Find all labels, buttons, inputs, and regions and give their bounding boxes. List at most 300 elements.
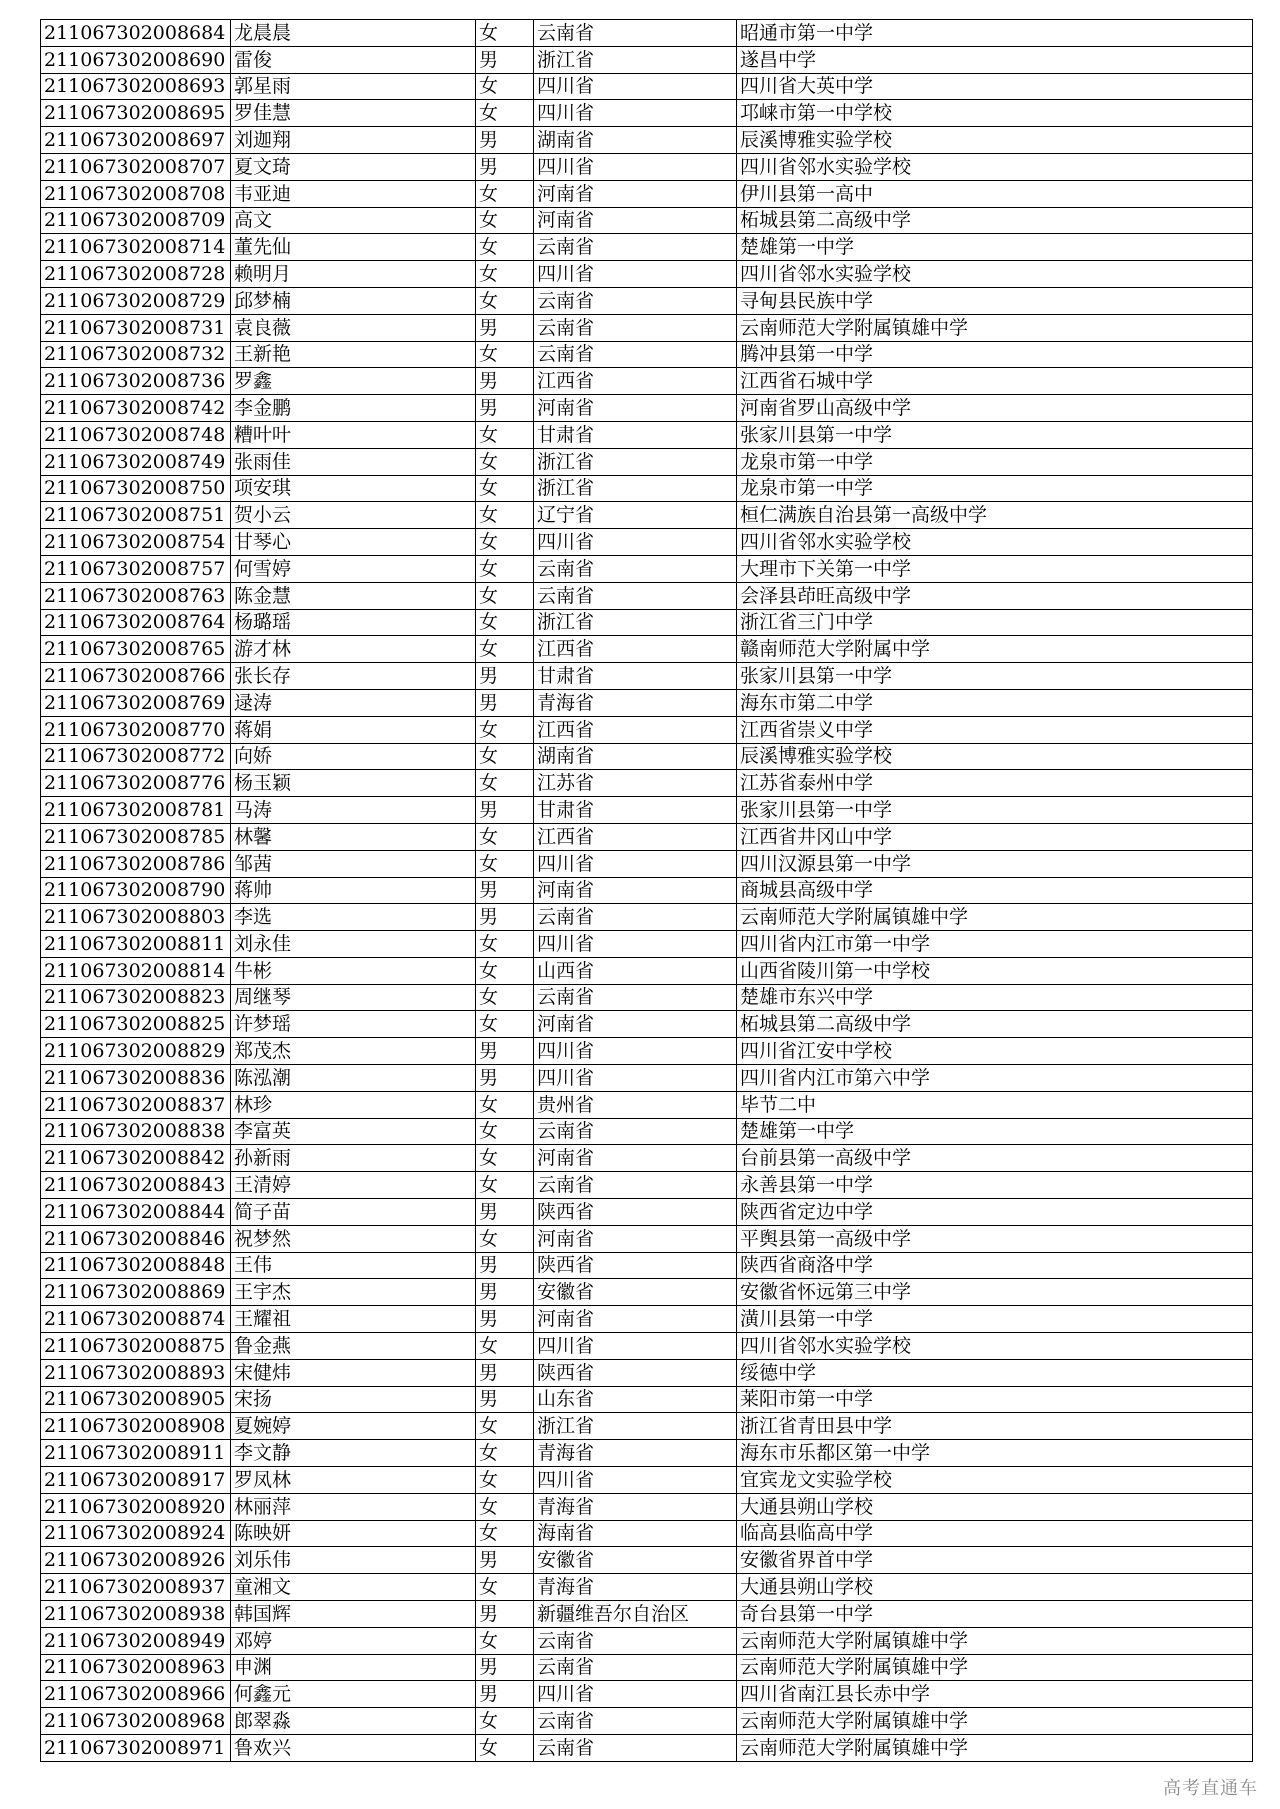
school-cell: 四川省内江市第一中学: [737, 931, 1253, 958]
student-name-cell: 逯涛: [231, 689, 476, 716]
school-cell: 四川省大英中学: [737, 73, 1253, 100]
gender-cell: 男: [476, 877, 534, 904]
student-name-cell: 刘乐伟: [231, 1547, 476, 1574]
province-cell: 浙江省: [534, 448, 737, 475]
student-name-cell: 孙新雨: [231, 1145, 476, 1172]
province-cell: 河南省: [534, 1011, 737, 1038]
province-cell: 甘肃省: [534, 797, 737, 824]
school-cell: 云南师范大学附属镇雄中学: [737, 1708, 1253, 1735]
school-cell: 楚雄市东兴中学: [737, 984, 1253, 1011]
gender-cell: 女: [476, 207, 534, 234]
student-name-cell: 简子苗: [231, 1199, 476, 1226]
province-cell: 江苏省: [534, 770, 737, 797]
province-cell: 甘肃省: [534, 421, 737, 448]
province-cell: 四川省: [534, 1681, 737, 1708]
gender-cell: 女: [476, 1440, 534, 1467]
school-cell: 张家川县第一中学: [737, 663, 1253, 690]
candidate-id-cell: 211067302008772: [41, 743, 231, 770]
candidate-id-cell: 211067302008754: [41, 529, 231, 556]
table-row: [41, 127, 1253, 154]
table-row: [41, 555, 1253, 582]
province-cell: 云南省: [534, 234, 737, 261]
school-cell: 浙江省三门中学: [737, 609, 1253, 636]
student-name-cell: 糟叶叶: [231, 421, 476, 448]
gender-cell: 女: [476, 1091, 534, 1118]
table-row: [41, 1118, 1253, 1145]
table-row: [41, 1547, 1253, 1574]
province-cell: 云南省: [534, 1735, 737, 1762]
student-name-cell: 林珍: [231, 1091, 476, 1118]
province-cell: 四川省: [534, 1467, 737, 1494]
candidate-id-cell: 211067302008709: [41, 207, 231, 234]
gender-cell: 男: [476, 368, 534, 395]
candidate-id-cell: 211067302008924: [41, 1520, 231, 1547]
gender-cell: 女: [476, 502, 534, 529]
province-cell: 云南省: [534, 984, 737, 1011]
province-cell: 陕西省: [534, 1199, 737, 1226]
table-row: [41, 931, 1253, 958]
gender-cell: 女: [476, 957, 534, 984]
student-name-cell: 鲁欢兴: [231, 1735, 476, 1762]
student-name-cell: 王宇杰: [231, 1279, 476, 1306]
student-name-cell: 李文静: [231, 1440, 476, 1467]
student-name-cell: 何雪婷: [231, 555, 476, 582]
table-row: [41, 850, 1253, 877]
school-cell: 张家川县第一中学: [737, 797, 1253, 824]
school-cell: 毕节二中: [737, 1091, 1253, 1118]
school-cell: 大理市下关第一中学: [737, 555, 1253, 582]
student-name-cell: 向娇: [231, 743, 476, 770]
school-cell: 昭通市第一中学: [737, 20, 1253, 47]
province-cell: 云南省: [534, 904, 737, 931]
table-row: [41, 877, 1253, 904]
province-cell: 浙江省: [534, 475, 737, 502]
candidate-id-cell: 211067302008766: [41, 663, 231, 690]
school-cell: 龙泉市第一中学: [737, 475, 1253, 502]
province-cell: 河南省: [534, 1306, 737, 1333]
candidate-id-cell: 211067302008920: [41, 1493, 231, 1520]
candidate-id-cell: 211067302008736: [41, 368, 231, 395]
gender-cell: 女: [476, 1574, 534, 1601]
student-name-cell: 马涛: [231, 797, 476, 824]
gender-cell: 女: [476, 1413, 534, 1440]
candidate-id-cell: 211067302008763: [41, 582, 231, 609]
table-row: [41, 475, 1253, 502]
student-name-cell: 邱梦楠: [231, 287, 476, 314]
table-row: [41, 421, 1253, 448]
candidate-id-cell: 211067302008750: [41, 475, 231, 502]
table-row: [41, 1735, 1253, 1762]
gender-cell: 女: [476, 1172, 534, 1199]
student-name-cell: 宋扬: [231, 1386, 476, 1413]
table-row: [41, 1601, 1253, 1628]
table-row: [41, 368, 1253, 395]
student-name-cell: 罗佳慧: [231, 100, 476, 127]
student-name-cell: 龙晨晨: [231, 20, 476, 47]
province-cell: 云南省: [534, 1118, 737, 1145]
student-name-cell: 王耀祖: [231, 1306, 476, 1333]
province-cell: 四川省: [534, 529, 737, 556]
gender-cell: 女: [476, 1493, 534, 1520]
school-cell: 安徽省界首中学: [737, 1547, 1253, 1574]
table-row: [41, 743, 1253, 770]
gender-cell: 女: [476, 421, 534, 448]
school-cell: 四川省邻水实验学校: [737, 1333, 1253, 1360]
gender-cell: 男: [476, 797, 534, 824]
table-row: [41, 1011, 1253, 1038]
province-cell: 辽宁省: [534, 502, 737, 529]
student-name-cell: 蒋帅: [231, 877, 476, 904]
school-cell: 云南师范大学附属镇雄中学: [737, 1735, 1253, 1762]
province-cell: 云南省: [534, 287, 737, 314]
candidate-id-cell: 211067302008837: [41, 1091, 231, 1118]
candidate-id-cell: 211067302008893: [41, 1359, 231, 1386]
table-row: [41, 823, 1253, 850]
school-cell: 江西省石城中学: [737, 368, 1253, 395]
table-row: [41, 1520, 1253, 1547]
table-row: [41, 46, 1253, 73]
gender-cell: 女: [476, 261, 534, 288]
gender-cell: 女: [476, 448, 534, 475]
table-row: [41, 1306, 1253, 1333]
candidate-id-cell: 211067302008971: [41, 1735, 231, 1762]
table-row: [41, 1091, 1253, 1118]
table-row: [41, 1225, 1253, 1252]
province-cell: 湖南省: [534, 127, 737, 154]
province-cell: 海南省: [534, 1520, 737, 1547]
candidate-id-cell: 211067302008751: [41, 502, 231, 529]
province-cell: 青海省: [534, 1440, 737, 1467]
table-row: [41, 1172, 1253, 1199]
candidate-id-cell: 211067302008843: [41, 1172, 231, 1199]
gender-cell: 女: [476, 1011, 534, 1038]
student-name-cell: 雷俊: [231, 46, 476, 73]
table-row: [41, 529, 1253, 556]
candidate-id-cell: 211067302008814: [41, 957, 231, 984]
school-cell: 海东市第二中学: [737, 689, 1253, 716]
table-row: [41, 957, 1253, 984]
school-cell: 柘城县第二高级中学: [737, 1011, 1253, 1038]
admission-list-body: [41, 20, 1253, 1762]
candidate-id-cell: 211067302008764: [41, 609, 231, 636]
school-cell: 大通县朔山学校: [737, 1493, 1253, 1520]
candidate-id-cell: 211067302008937: [41, 1574, 231, 1601]
candidate-id-cell: 211067302008732: [41, 341, 231, 368]
table-row: [41, 1440, 1253, 1467]
province-cell: 河南省: [534, 1225, 737, 1252]
student-name-cell: 童湘文: [231, 1574, 476, 1601]
gender-cell: 女: [476, 234, 534, 261]
school-cell: 云南师范大学附属镇雄中学: [737, 314, 1253, 341]
student-name-cell: 郑茂杰: [231, 1038, 476, 1065]
school-cell: 四川省江安中学校: [737, 1038, 1253, 1065]
gender-cell: 女: [476, 582, 534, 609]
candidate-id-cell: 211067302008908: [41, 1413, 231, 1440]
table-row: [41, 314, 1253, 341]
table-row: [41, 1333, 1253, 1360]
candidate-id-cell: 211067302008874: [41, 1306, 231, 1333]
candidate-id-cell: 211067302008786: [41, 850, 231, 877]
school-cell: 河南省罗山高级中学: [737, 395, 1253, 422]
candidate-id-cell: 211067302008742: [41, 395, 231, 422]
student-name-cell: 李富英: [231, 1118, 476, 1145]
gender-cell: 女: [476, 716, 534, 743]
province-cell: 陕西省: [534, 1252, 737, 1279]
province-cell: 四川省: [534, 261, 737, 288]
gender-cell: 女: [476, 180, 534, 207]
student-name-cell: 高文: [231, 207, 476, 234]
province-cell: 云南省: [534, 582, 737, 609]
gender-cell: 女: [476, 73, 534, 100]
school-cell: 四川省邻水实验学校: [737, 261, 1253, 288]
province-cell: 云南省: [534, 20, 737, 47]
student-name-cell: 夏婉婷: [231, 1413, 476, 1440]
student-name-cell: 申渊: [231, 1654, 476, 1681]
candidate-id-cell: 211067302008949: [41, 1627, 231, 1654]
gender-cell: 女: [476, 636, 534, 663]
student-name-cell: 许梦瑶: [231, 1011, 476, 1038]
school-cell: 临高县临高中学: [737, 1520, 1253, 1547]
student-name-cell: 林馨: [231, 823, 476, 850]
candidate-id-cell: 211067302008697: [41, 127, 231, 154]
province-cell: 青海省: [534, 1574, 737, 1601]
table-row: [41, 395, 1253, 422]
student-name-cell: 李选: [231, 904, 476, 931]
table-row: [41, 341, 1253, 368]
school-cell: 伊川县第一高中: [737, 180, 1253, 207]
student-name-cell: 刘永佳: [231, 931, 476, 958]
gender-cell: 男: [476, 1654, 534, 1681]
student-name-cell: 夏文琦: [231, 153, 476, 180]
table-row: [41, 1654, 1253, 1681]
gender-cell: 女: [476, 823, 534, 850]
student-name-cell: 罗凤林: [231, 1467, 476, 1494]
candidate-id-cell: 211067302008842: [41, 1145, 231, 1172]
school-cell: 潢川县第一中学: [737, 1306, 1253, 1333]
candidate-id-cell: 211067302008926: [41, 1547, 231, 1574]
school-cell: 陕西省商洛中学: [737, 1252, 1253, 1279]
province-cell: 河南省: [534, 180, 737, 207]
student-name-cell: 韩国辉: [231, 1601, 476, 1628]
gender-cell: 男: [476, 1681, 534, 1708]
table-row: [41, 448, 1253, 475]
school-cell: 云南师范大学附属镇雄中学: [737, 1654, 1253, 1681]
school-cell: 奇台县第一中学: [737, 1601, 1253, 1628]
table-row: [41, 1574, 1253, 1601]
province-cell: 云南省: [534, 1627, 737, 1654]
gender-cell: 男: [476, 1386, 534, 1413]
student-name-cell: 周继琴: [231, 984, 476, 1011]
province-cell: 陕西省: [534, 1359, 737, 1386]
gender-cell: 女: [476, 931, 534, 958]
candidate-id-cell: 211067302008848: [41, 1252, 231, 1279]
school-cell: 龙泉市第一中学: [737, 448, 1253, 475]
student-name-cell: 项安琪: [231, 475, 476, 502]
gender-cell: 男: [476, 1306, 534, 1333]
province-cell: 安徽省: [534, 1279, 737, 1306]
table-row: [41, 1145, 1253, 1172]
candidate-id-cell: 211067302008707: [41, 153, 231, 180]
table-row: [41, 20, 1253, 47]
student-name-cell: 邹茜: [231, 850, 476, 877]
school-cell: 柘城县第二高级中学: [737, 207, 1253, 234]
candidate-id-cell: 211067302008829: [41, 1038, 231, 1065]
table-row: [41, 1279, 1253, 1306]
gender-cell: 女: [476, 984, 534, 1011]
province-cell: 江西省: [534, 716, 737, 743]
candidate-id-cell: 211067302008963: [41, 1654, 231, 1681]
gender-cell: 男: [476, 314, 534, 341]
province-cell: 青海省: [534, 689, 737, 716]
table-row: [41, 1681, 1253, 1708]
gender-cell: 男: [476, 663, 534, 690]
student-name-cell: 张雨佳: [231, 448, 476, 475]
province-cell: 甘肃省: [534, 663, 737, 690]
province-cell: 云南省: [534, 1708, 737, 1735]
school-cell: 台前县第一高级中学: [737, 1145, 1253, 1172]
school-cell: 江西省井冈山中学: [737, 823, 1253, 850]
candidate-id-cell: 211067302008765: [41, 636, 231, 663]
table-row: [41, 904, 1253, 931]
province-cell: 四川省: [534, 1065, 737, 1092]
province-cell: 四川省: [534, 73, 737, 100]
table-row: [41, 234, 1253, 261]
province-cell: 江西省: [534, 368, 737, 395]
school-cell: 辰溪博雅实验学校: [737, 743, 1253, 770]
school-cell: 宜宾龙文实验学校: [737, 1467, 1253, 1494]
province-cell: 江西省: [534, 636, 737, 663]
table-row: [41, 153, 1253, 180]
school-cell: 云南师范大学附属镇雄中学: [737, 904, 1253, 931]
province-cell: 云南省: [534, 341, 737, 368]
candidate-id-cell: 211067302008966: [41, 1681, 231, 1708]
student-name-cell: 张长存: [231, 663, 476, 690]
candidate-id-cell: 211067302008757: [41, 555, 231, 582]
student-name-cell: 王伟: [231, 1252, 476, 1279]
gender-cell: 女: [476, 609, 534, 636]
table-row: [41, 1199, 1253, 1226]
watermark-text: 高考直通车: [1163, 1778, 1258, 1799]
table-row: [41, 797, 1253, 824]
school-cell: 遂昌中学: [737, 46, 1253, 73]
candidate-id-cell: 211067302008838: [41, 1118, 231, 1145]
province-cell: 四川省: [534, 1333, 737, 1360]
student-name-cell: 陈金慧: [231, 582, 476, 609]
gender-cell: 女: [476, 475, 534, 502]
candidate-id-cell: 211067302008968: [41, 1708, 231, 1735]
student-name-cell: 王清婷: [231, 1172, 476, 1199]
gender-cell: 男: [476, 1279, 534, 1306]
table-row: [41, 1065, 1253, 1092]
candidate-id-cell: 211067302008769: [41, 689, 231, 716]
province-cell: 湖南省: [534, 743, 737, 770]
gender-cell: 男: [476, 1199, 534, 1226]
table-row: [41, 1386, 1253, 1413]
student-name-cell: 陈泓潮: [231, 1065, 476, 1092]
student-name-cell: 牛彬: [231, 957, 476, 984]
school-cell: 桓仁满族自治县第一高级中学: [737, 502, 1253, 529]
table-row: [41, 609, 1253, 636]
gender-cell: 男: [476, 153, 534, 180]
province-cell: 安徽省: [534, 1547, 737, 1574]
table-row: [41, 582, 1253, 609]
gender-cell: 女: [476, 850, 534, 877]
table-row: [41, 261, 1253, 288]
candidate-id-cell: 211067302008823: [41, 984, 231, 1011]
province-cell: 云南省: [534, 1172, 737, 1199]
province-cell: 河南省: [534, 1145, 737, 1172]
student-name-cell: 李金鹏: [231, 395, 476, 422]
table-row: [41, 636, 1253, 663]
school-cell: 绥德中学: [737, 1359, 1253, 1386]
student-name-cell: 蒋娟: [231, 716, 476, 743]
school-cell: 云南师范大学附属镇雄中学: [737, 1627, 1253, 1654]
province-cell: 云南省: [534, 1654, 737, 1681]
school-cell: 张家川县第一中学: [737, 421, 1253, 448]
school-cell: 安徽省怀远第三中学: [737, 1279, 1253, 1306]
province-cell: 河南省: [534, 395, 737, 422]
gender-cell: 女: [476, 555, 534, 582]
student-name-cell: 贺小云: [231, 502, 476, 529]
gender-cell: 男: [476, 1601, 534, 1628]
gender-cell: 女: [476, 1627, 534, 1654]
candidate-id-cell: 211067302008695: [41, 100, 231, 127]
gender-cell: 女: [476, 1708, 534, 1735]
gender-cell: 男: [476, 1065, 534, 1092]
student-name-cell: 林丽萍: [231, 1493, 476, 1520]
student-name-cell: 罗鑫: [231, 368, 476, 395]
school-cell: 腾冲县第一中学: [737, 341, 1253, 368]
table-row: [41, 73, 1253, 100]
candidate-id-cell: 211067302008729: [41, 287, 231, 314]
gender-cell: 女: [476, 20, 534, 47]
school-cell: 永善县第一中学: [737, 1172, 1253, 1199]
candidate-id-cell: 211067302008770: [41, 716, 231, 743]
school-cell: 海东市乐都区第一中学: [737, 1440, 1253, 1467]
table-row: [41, 1493, 1253, 1520]
student-name-cell: 鲁金燕: [231, 1333, 476, 1360]
province-cell: 云南省: [534, 555, 737, 582]
school-cell: 四川省内江市第六中学: [737, 1065, 1253, 1092]
table-row: [41, 984, 1253, 1011]
province-cell: 云南省: [534, 314, 737, 341]
school-cell: 浙江省青田县中学: [737, 1413, 1253, 1440]
table-row: [41, 502, 1253, 529]
student-name-cell: 邓婷: [231, 1627, 476, 1654]
province-cell: 四川省: [534, 850, 737, 877]
candidate-id-cell: 211067302008836: [41, 1065, 231, 1092]
gender-cell: 男: [476, 904, 534, 931]
table-row: [41, 1627, 1253, 1654]
candidate-id-cell: 211067302008776: [41, 770, 231, 797]
gender-cell: 女: [476, 287, 534, 314]
table-row: [41, 1708, 1253, 1735]
student-name-cell: 郭星雨: [231, 73, 476, 100]
student-name-cell: 甘琴心: [231, 529, 476, 556]
school-cell: 邛崃市第一中学校: [737, 100, 1253, 127]
student-name-cell: 郎翠淼: [231, 1708, 476, 1735]
school-cell: 四川省南江县长赤中学: [737, 1681, 1253, 1708]
candidate-id-cell: 211067302008781: [41, 797, 231, 824]
school-cell: 四川省邻水实验学校: [737, 529, 1253, 556]
school-cell: 商城县高级中学: [737, 877, 1253, 904]
gender-cell: 男: [476, 689, 534, 716]
student-name-cell: 祝梦然: [231, 1225, 476, 1252]
candidate-id-cell: 211067302008811: [41, 931, 231, 958]
student-name-cell: 赖明月: [231, 261, 476, 288]
school-cell: 四川省邻水实验学校: [737, 153, 1253, 180]
gender-cell: 女: [476, 1225, 534, 1252]
